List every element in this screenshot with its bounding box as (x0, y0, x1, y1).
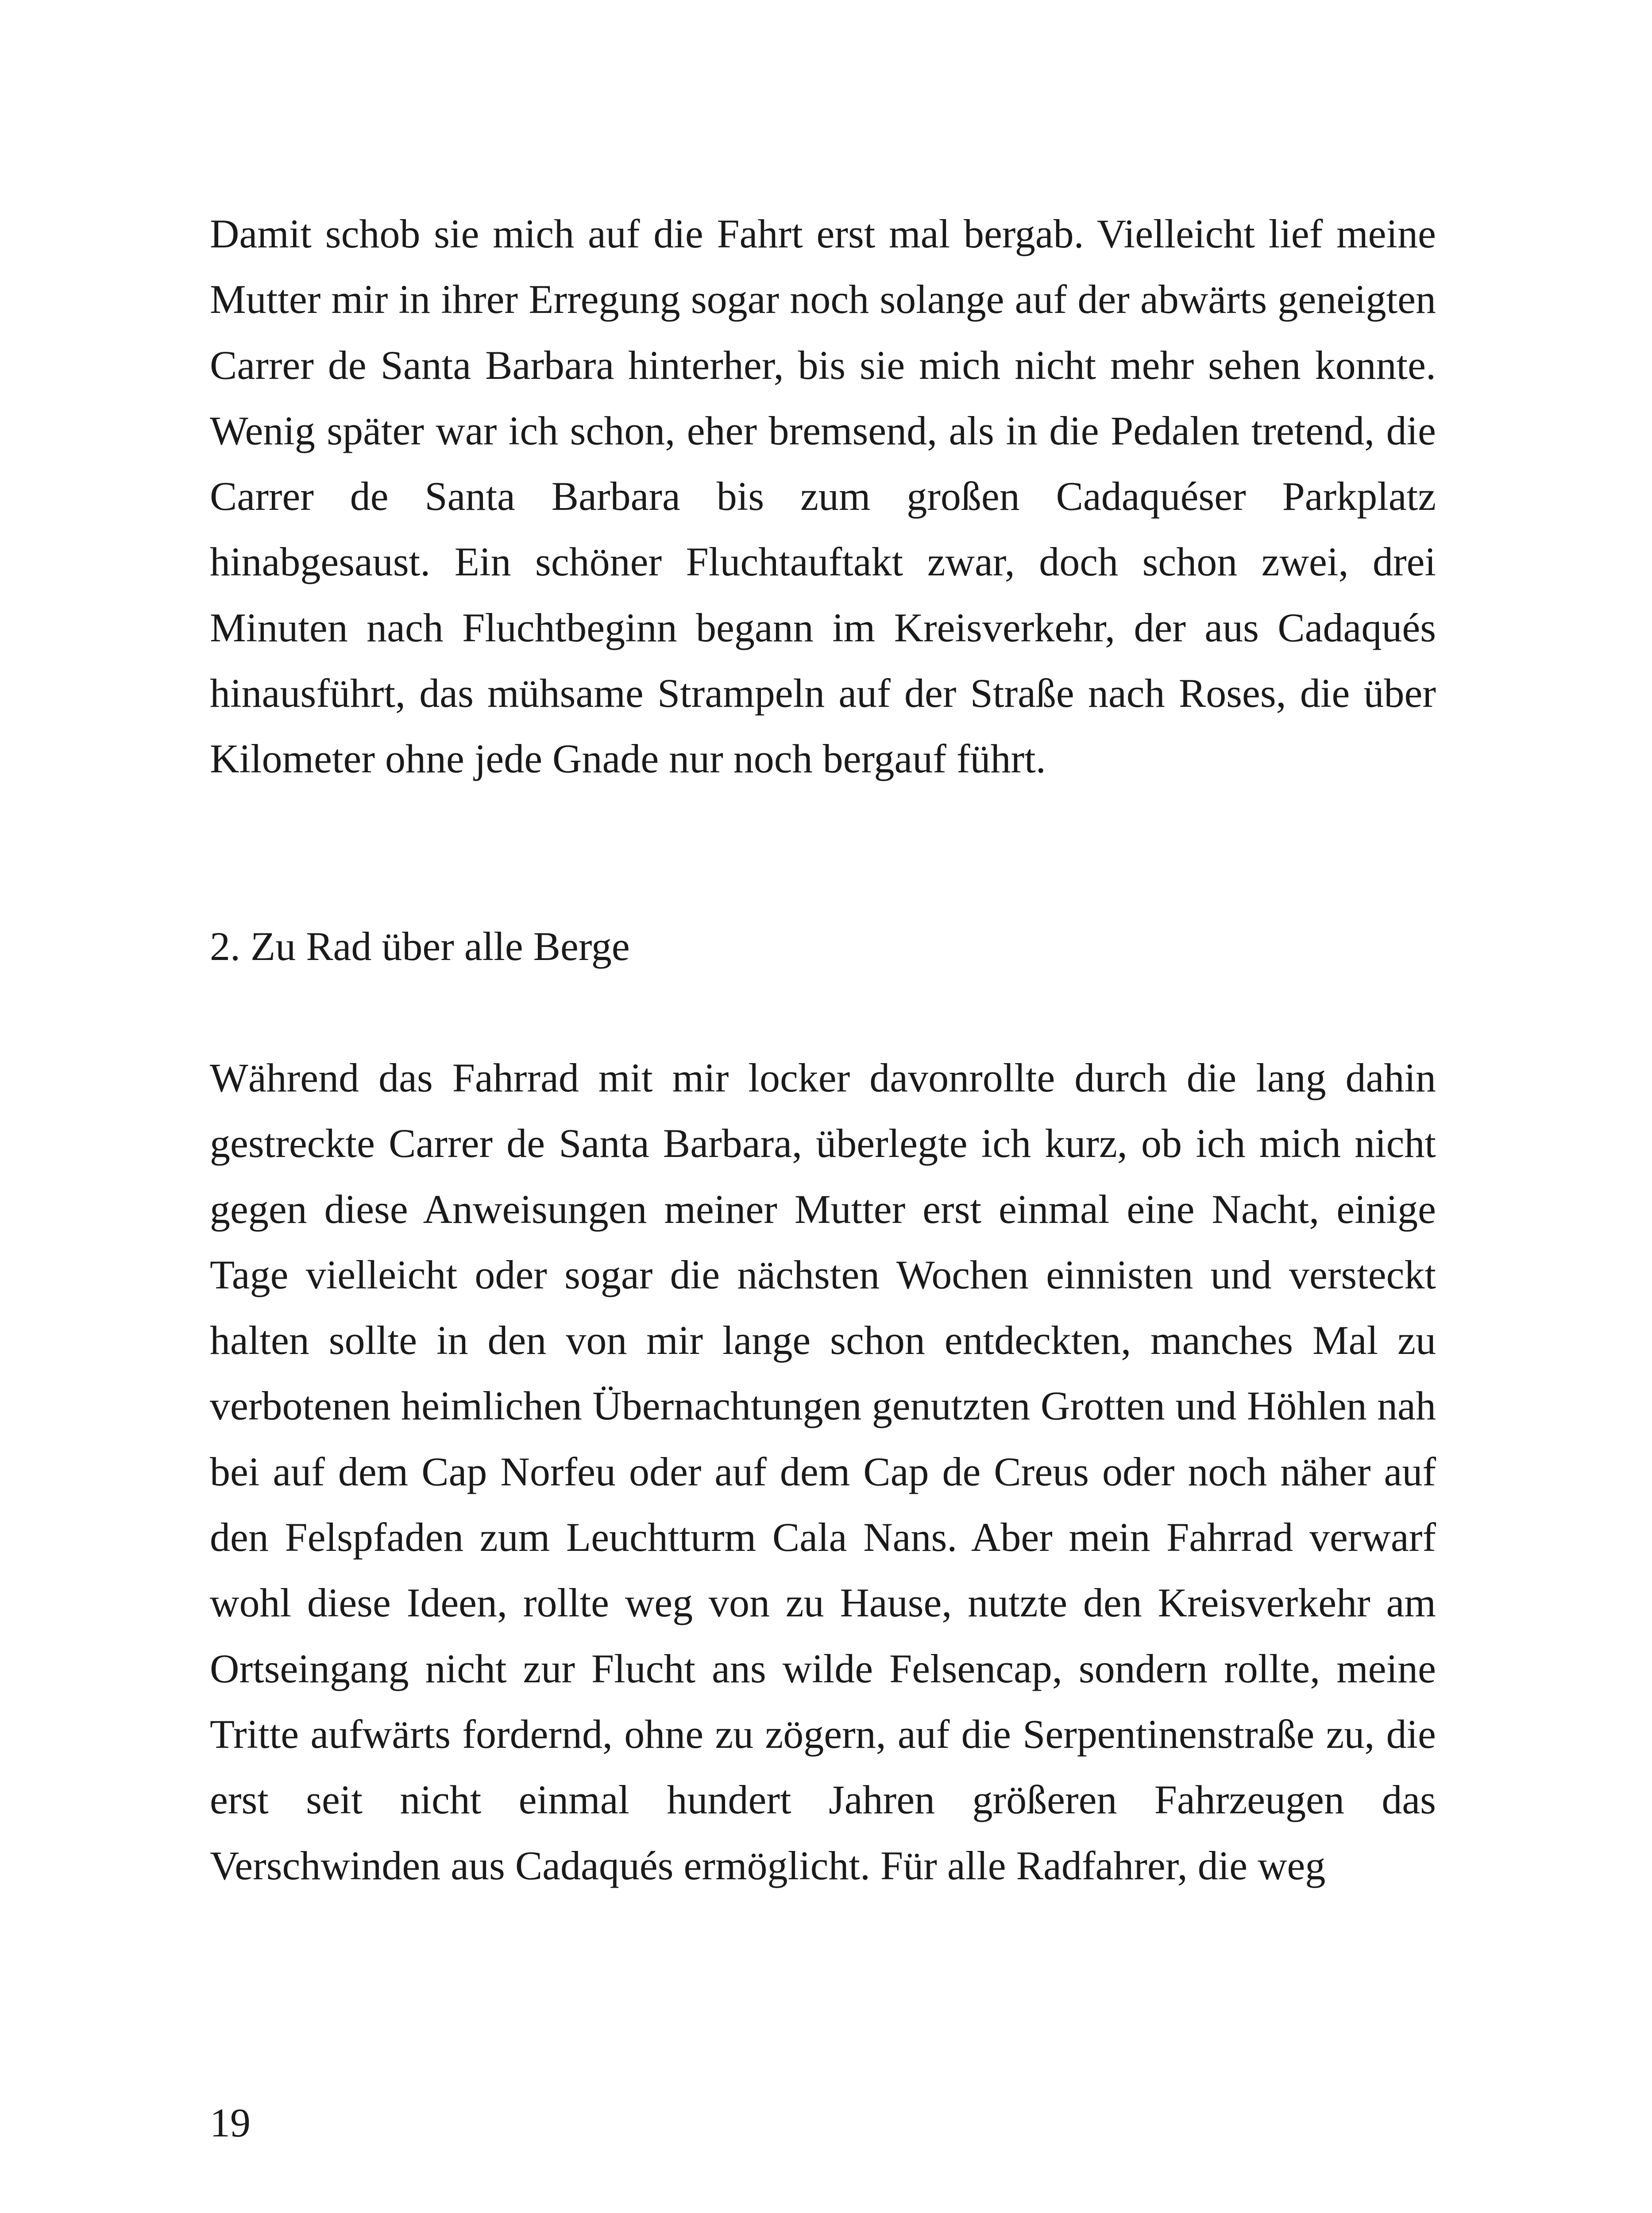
page-number: 19 (210, 2100, 251, 2145)
paragraph-section-body: Während das Fahrrad mit mir locker davonrollte durch die lang dahin gestreckte Carrer de Santa Barbara, überlegte ich kurz, ob ich mich nicht gegen diese Anweisungen meiner Mutter erst einmal eine Nacht, einige Tage vielleicht oder sogar die nächsten Wochen einnisten und versteckt halten sollte in den von mir lange schon entdeckten, manches Mal zu verbotenen heimlichen Übernachtungen genutzten Grotten und Höhlen nah bei auf dem Cap Norfeu oder auf dem Cap de Creus oder noch näher auf den Felspfaden zum Leuchtturm Cala Nans. Aber mein Fahrrad verwarf wohl diese Ideen, rollte weg von zu Hause, nutzte den Kreisverkehr am Ortseingang nicht zur Flucht ans wilde Felsencap, sondern rollte, meine Tritte aufwärts fordernd, ohne zu zögern, auf die Serpentinenstraße zu, die erst seit nicht einmal hundert Jahren größeren Fahrzeugen das Verschwinden aus Cadaqués ermöglicht. Für alle Radfahrer, die weg (210, 1055, 1436, 1888)
section-heading: 2. Zu Rad über alle Berge (210, 924, 630, 969)
paragraph-opening: Damit schob sie mich auf die Fahrt erst mal bergab. Vielleicht lief meine Mutter mir in ihrer Erregung sogar noch solange auf der abwärts geneigten Carrer de Santa Barbara hinterher, bis sie mich nicht mehr sehen konnte. Wenig später war ich schon, eher bremsend, als in die Pedalen tretend, die Carrer de Santa Barbara bis zum großen Cadaquéser Parkplatz hinabgesaust. Ein schöner Fluchtauftakt zwar, doch schon zwei, drei Minuten nach Fluchtbeginn begann im Kreisverkehr, der aus Cadaqués hinausführt, das mühsame Strampeln auf der Straße nach Roses, die über Kilometer ohne jede Gnade nur noch bergauf führt. (210, 211, 1436, 782)
